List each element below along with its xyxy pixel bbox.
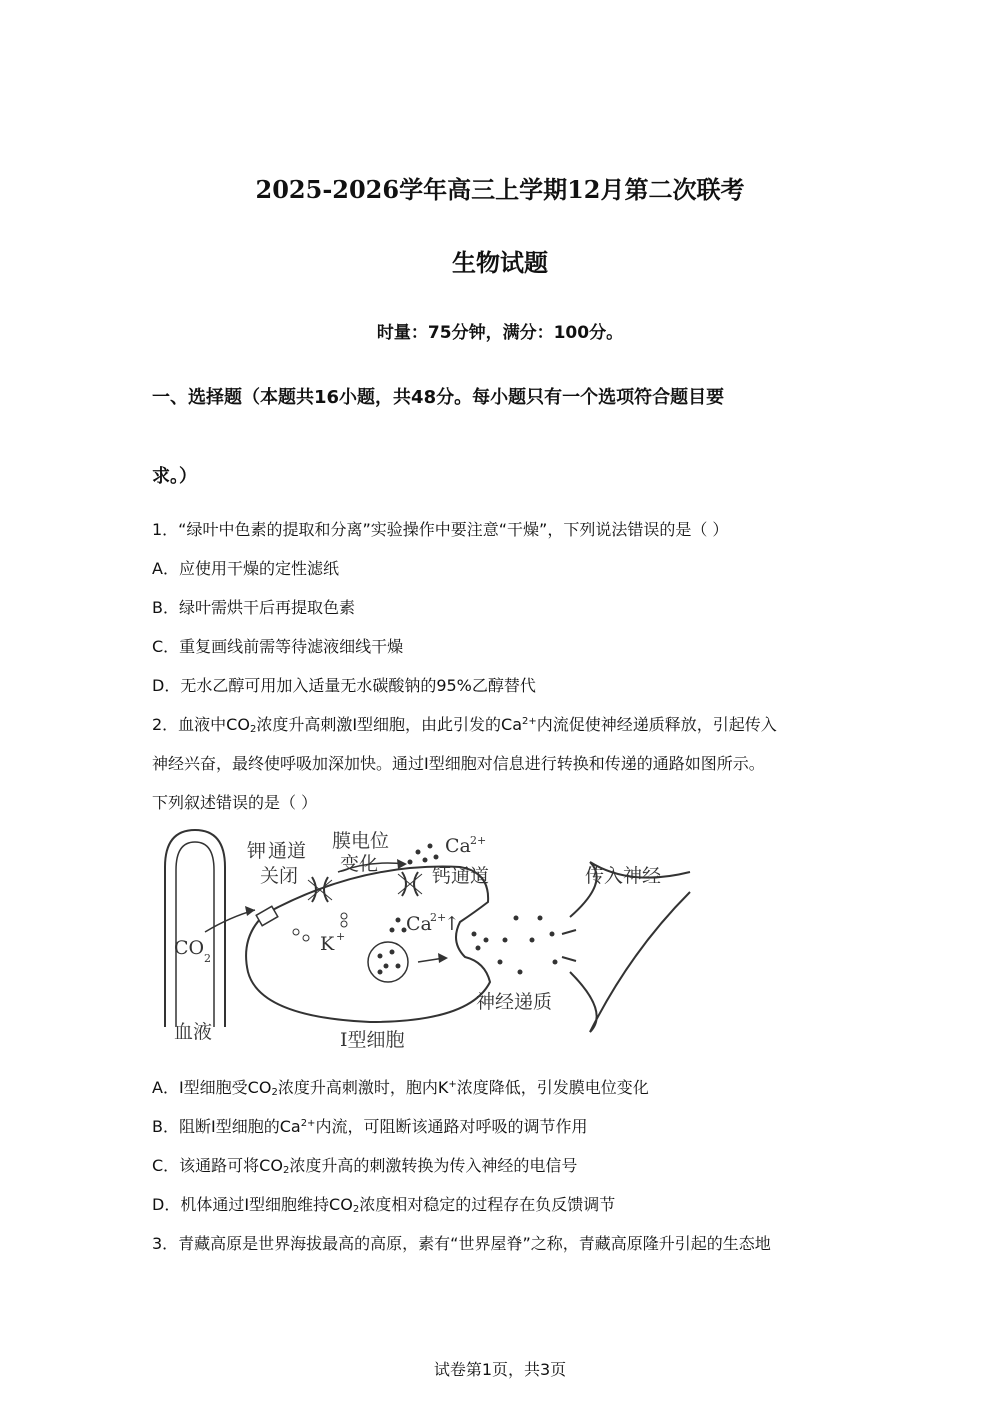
q2-stem-line3: 下列叙述错误的是（ ） xyxy=(152,793,318,812)
svg-text:2+: 2+ xyxy=(430,911,447,924)
svg-text:CO: CO xyxy=(174,937,205,959)
q2-option-c: C．该通路可将$CO_2$浓度升高的刺激转换为传入神经的电信号 xyxy=(152,1156,578,1176)
svg-text:膜电位: 膜电位 xyxy=(332,830,390,852)
svg-text:钙通道: 钙通道 xyxy=(432,865,490,887)
k-channel-icon xyxy=(308,877,332,902)
time-info: 时量：75分钟，满分：100分。 xyxy=(376,323,624,343)
type1-cell xyxy=(246,867,490,1022)
svg-text:↑: ↑ xyxy=(444,913,460,935)
blood-vessel xyxy=(165,830,225,1027)
q3-stem: 3．青藏高原是世界海拔最高的高原，素有“世界屋脊”之称，青藏高原隆升引起的生态地 xyxy=(152,1234,771,1253)
q1-option-d: D．无水乙醇可用加入适量无水碳酸钠的95%乙醇替代 xyxy=(152,676,536,695)
svg-text:神经递质: 神经递质 xyxy=(476,991,553,1013)
q2-option-d: D．机体通过Ⅰ型细胞维持$CO_2$浓度相对稳定的过程存在负反馈调节 xyxy=(152,1195,616,1215)
svg-text:变化: 变化 xyxy=(340,853,379,875)
q1-option-c: C．重复画线前需等待滤液细线干燥 xyxy=(152,637,404,656)
subject-title: 生物试题 xyxy=(452,249,548,277)
page-title: 2025-2026学年高三上学期12月第二次联考 xyxy=(255,175,745,204)
afferent-nerve xyxy=(570,862,690,1032)
svg-text:传入神经: 传入神经 xyxy=(585,865,662,887)
svg-text:+: + xyxy=(336,930,346,943)
svg-text:关闭: 关闭 xyxy=(260,865,299,887)
q2-stem-line2: 神经兴奋，最终使呼吸加深加快。通过Ⅰ型细胞对信息进行转换和传递的通路如图所示。 xyxy=(152,754,765,773)
svg-text:Ca: Ca xyxy=(406,913,432,935)
svg-text:通道: 通道 xyxy=(268,840,307,862)
svg-text:2+: 2+ xyxy=(470,834,487,847)
svg-text:血液: 血液 xyxy=(174,1021,213,1043)
ca-channel-icon xyxy=(398,872,422,896)
q2-option-a: A．Ⅰ型细胞受$CO_2$浓度升高刺激时，胞内K+浓度降低，引发膜电位变化 xyxy=(152,1078,649,1098)
section-heading: 一、选择题（本题共16小题，共48分。每小题只有一个选项符合题目要 xyxy=(152,387,725,408)
svg-text:Ca: Ca xyxy=(445,835,471,857)
q1-option-a: A．应使用干燥的定性滤纸 xyxy=(152,559,339,578)
svg-text:2: 2 xyxy=(204,952,211,965)
q1-option-b: B．绿叶需烘干后再提取色素 xyxy=(152,598,355,617)
q2-figure xyxy=(160,822,700,1062)
svg-text:K: K xyxy=(320,933,335,955)
q2-option-b: B．阻断Ⅰ型细胞的$Ca^{2+}$内流，可阻断该通路对呼吸的调节作用 xyxy=(152,1117,588,1136)
vesicle xyxy=(368,942,408,982)
svg-text:Ⅰ型细胞: Ⅰ型细胞 xyxy=(340,1029,405,1051)
page-footer: 试卷第1页，共3页 xyxy=(433,1360,567,1379)
q1-stem: 1．“绿叶中色素的提取和分离”实验操作中要注意“干燥”，下列说法错误的是（ ） xyxy=(152,520,729,539)
svg-text:钾: 钾 xyxy=(247,840,267,862)
q2-stem-line1: 2．血液中$CO_2$浓度升高刺激Ⅰ型细胞，由此引发的$Ca^{2+}$内流促使神经递质释放，引起传入 xyxy=(152,715,777,735)
section-heading-cont: 求。） xyxy=(152,466,197,487)
